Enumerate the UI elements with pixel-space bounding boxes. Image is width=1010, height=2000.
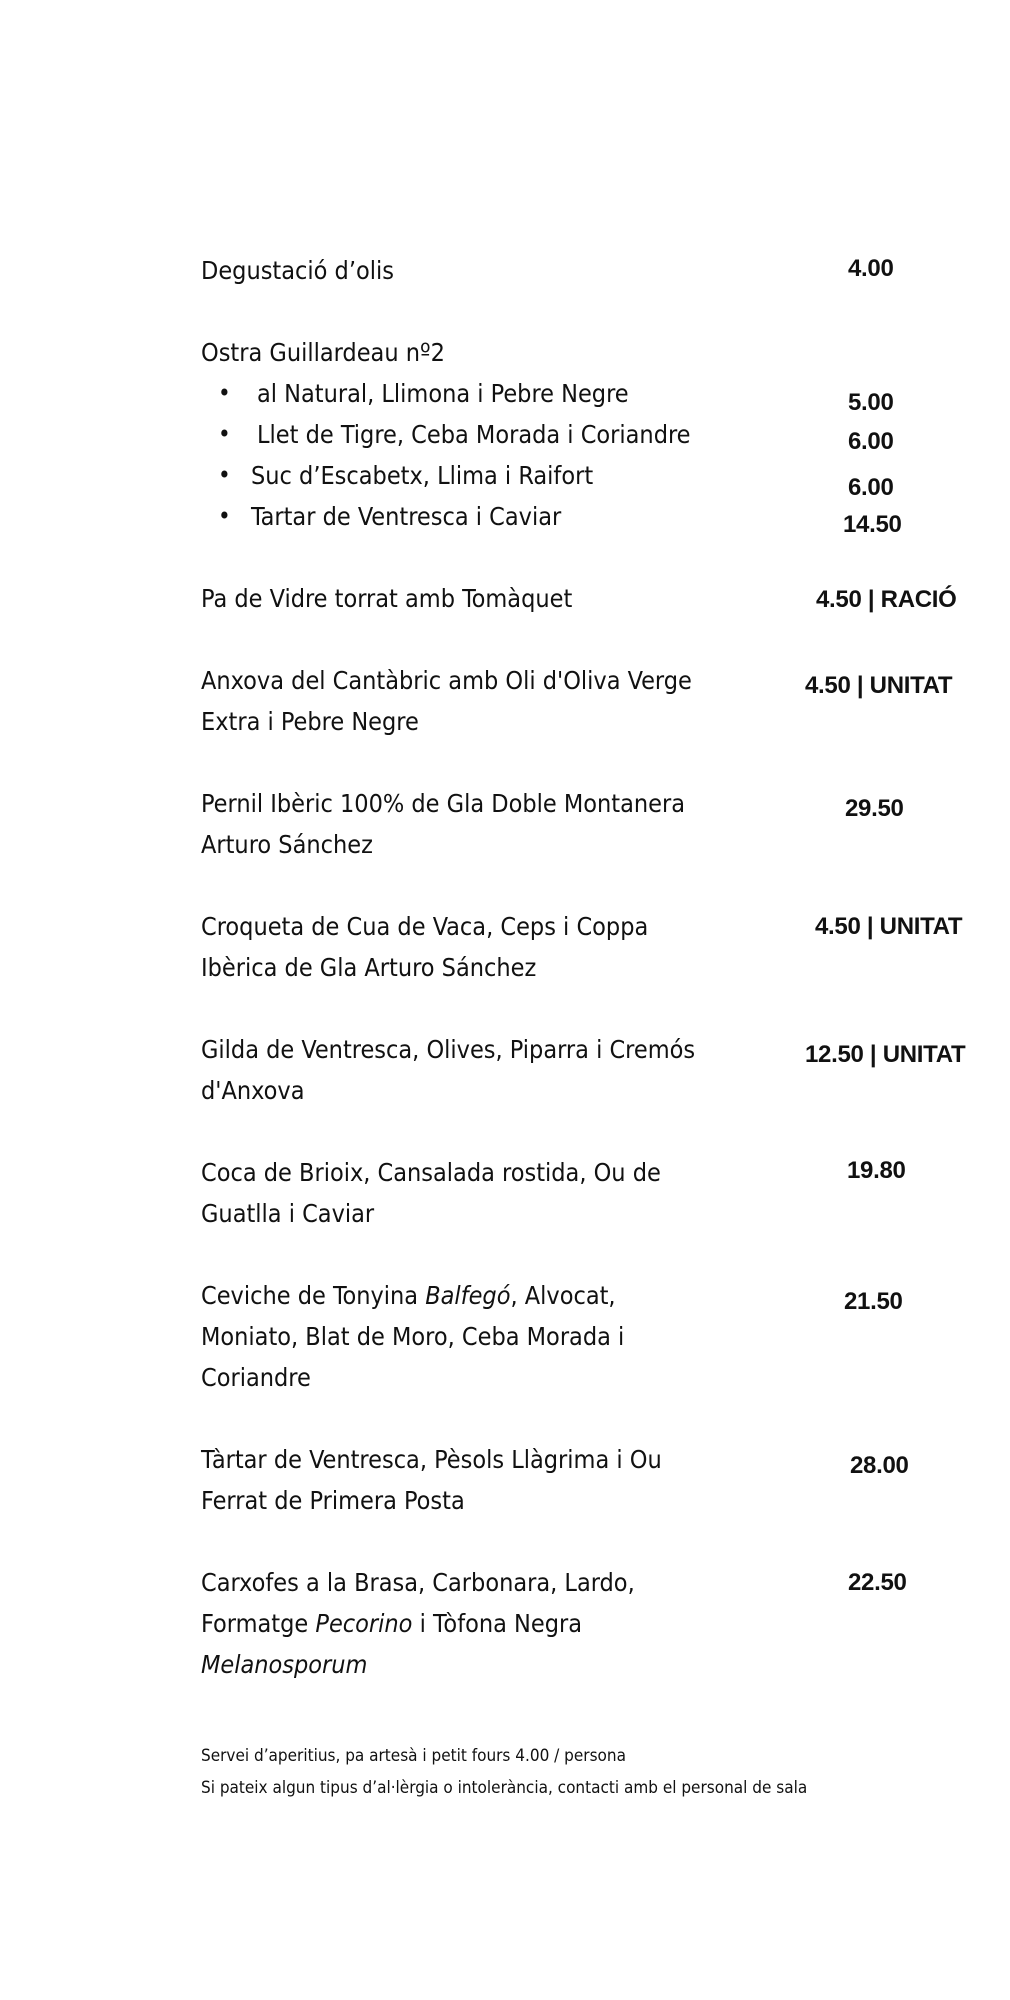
menu-item-ostra <box>201 332 661 373</box>
bullet-icon: • <box>218 379 231 407</box>
item-name-line: Ibèrica de Gla Arturo Sánchez <box>201 953 537 982</box>
item-price: 28.00 <box>850 1452 909 1479</box>
item-price: 4.50 | UNITAT <box>815 913 963 940</box>
menu-item-coca <box>201 1152 661 1234</box>
text-segment: Formatge <box>201 1609 316 1638</box>
bullet-icon: • <box>218 461 231 489</box>
italic-text: Pecorino <box>315 1609 413 1638</box>
ostra-option-price: 6.00 <box>848 428 894 455</box>
service-note: Servei d’aperitius, pa artesà i petit fours 4.00 / persona <box>201 1746 626 1766</box>
ostra-option-price: 14.50 <box>843 511 902 538</box>
item-price: 22.50 <box>848 1569 907 1596</box>
menu-item-anxova <box>201 660 692 742</box>
italic-text: Balfegó <box>425 1281 511 1310</box>
item-price: 4.50 | UNITAT <box>805 672 953 699</box>
text-segment: Ceviche de Tonyina <box>201 1281 426 1310</box>
item-name-line: Coriandre <box>201 1363 311 1392</box>
menu-item-tartar <box>201 1439 661 1521</box>
ostra-option-label: Tartar de Ventresca i Caviar <box>251 502 562 531</box>
item-name-line <box>201 1603 661 1644</box>
ostra-option-label: al Natural, Llimona i Pebre Negre <box>257 379 629 408</box>
ostra-option-label: Llet de Tigre, Ceba Morada i Coriandre <box>257 420 691 449</box>
ostra-option-price: 5.00 <box>848 389 894 416</box>
item-name-line: Arturo Sánchez <box>201 830 373 859</box>
item-name-line: Croqueta de Cua de Vaca, Ceps i Coppa <box>201 912 649 941</box>
item-name-line: Melanosporum <box>201 1650 368 1679</box>
item-name-line: Carxofes a la Brasa, Carbonara, Lardo, <box>201 1568 635 1597</box>
menu-item-croqueta <box>201 906 661 988</box>
item-name: Degustació d’olis <box>201 256 394 285</box>
text-segment: , Alvocat, <box>510 1281 616 1310</box>
item-name-line: Pernil Ibèric 100% de Gla Doble Montanera <box>201 789 686 818</box>
item-price: 12.50 | UNITAT <box>805 1041 966 1068</box>
item-price: 19.80 <box>847 1157 906 1184</box>
item-name-line: Tàrtar de Ventresca, Pèsols Llàgrima i Ou <box>201 1445 662 1474</box>
bullet-icon: • <box>218 502 231 530</box>
item-name: Pa de Vidre torrat amb Tomàquet <box>201 584 573 613</box>
text-segment: i Tòfona Negra <box>412 1609 583 1638</box>
item-name-line: Guatlla i Caviar <box>201 1199 375 1228</box>
item-name-line: Coca de Brioix, Cansalada rostida, Ou de <box>201 1158 661 1187</box>
item-name-line: Anxova del Cantàbric amb Oli d'Oliva Verge <box>201 666 692 695</box>
item-price: 4.50 | RACIÓ <box>816 586 957 613</box>
item-name-line: Ferrat de Primera Posta <box>201 1486 465 1515</box>
menu-item-ceviche <box>201 1275 661 1398</box>
item-name-line: Gilda de Ventresca, Olives, Piparra i Cremós <box>201 1035 696 1064</box>
item-price: 29.50 <box>845 795 904 822</box>
menu-item-pa <box>201 578 661 619</box>
item-name: Ostra Guillardeau nº2 <box>201 338 445 367</box>
item-price: 4.00 <box>848 255 894 282</box>
ostra-option-price: 6.00 <box>848 474 894 501</box>
allergy-note: Si pateix algun tipus d’al·lèrgia o intolerància, contacti amb el personal de sala <box>201 1778 808 1798</box>
bullet-icon: • <box>218 420 231 448</box>
menu-item-gilda <box>201 1029 696 1111</box>
item-name-line <box>201 1275 661 1316</box>
menu-item-pernil <box>201 783 686 865</box>
item-price: 21.50 <box>844 1288 903 1315</box>
item-name-line: d'Anxova <box>201 1076 305 1105</box>
menu-item-degustacio <box>201 250 661 291</box>
ostra-option-label: Suc d’Escabetx, Llima i Raifort <box>251 461 594 490</box>
item-name-line: Moniato, Blat de Moro, Ceba Morada i <box>201 1322 625 1351</box>
menu-item-carxofes <box>201 1562 661 1685</box>
item-name-line: Extra i Pebre Negre <box>201 707 419 736</box>
